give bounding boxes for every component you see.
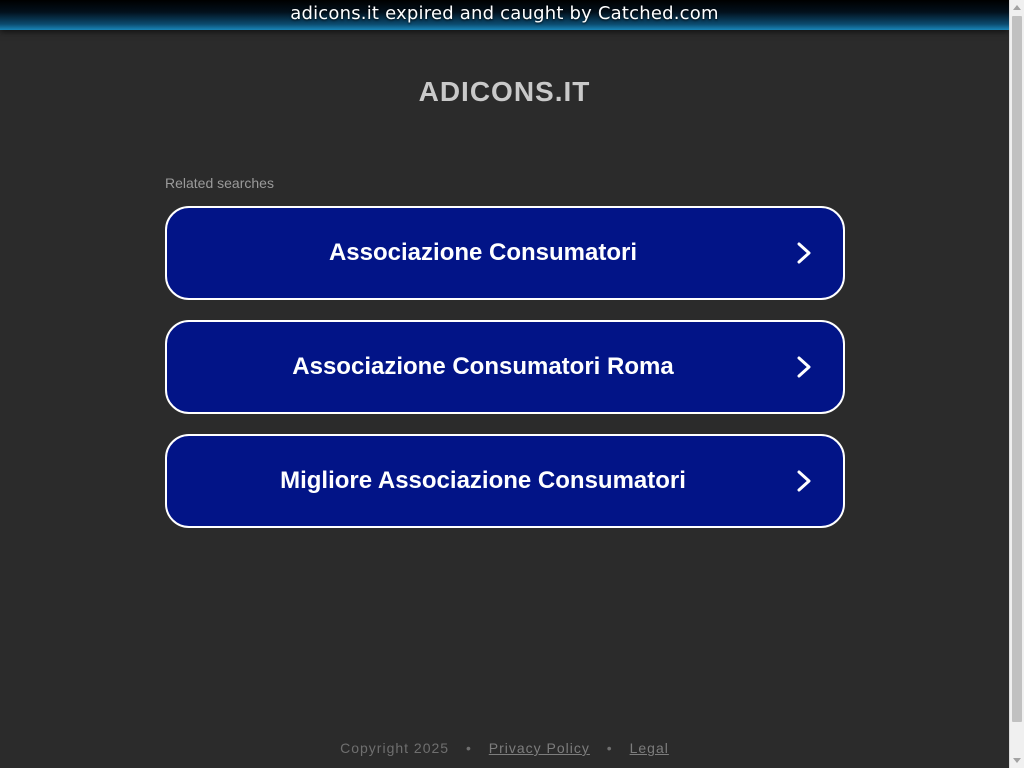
related-searches-label: Related searches <box>165 175 274 191</box>
copyright-text: Copyright 2025 <box>340 740 450 756</box>
related-search-button[interactable] <box>165 434 845 528</box>
scroll-down-icon[interactable] <box>1013 758 1021 763</box>
vertical-scrollbar[interactable] <box>1009 0 1024 768</box>
expired-banner[interactable] <box>0 0 1009 30</box>
related-search-label: Migliore Associazione Consumatori <box>280 467 686 494</box>
footer <box>0 740 1009 756</box>
related-search-label: Associazione Consumatori Roma <box>292 353 674 380</box>
related-search-button[interactable] <box>165 320 845 414</box>
related-searches-list <box>165 206 845 548</box>
banner-text[interactable]: adicons.it expired and caught by Catched.com <box>290 3 719 24</box>
chevron-right-icon <box>793 241 815 265</box>
privacy-policy-link[interactable]: Privacy Policy <box>488 740 590 756</box>
chevron-right-icon <box>793 355 815 379</box>
scroll-up-icon[interactable] <box>1013 5 1021 10</box>
footer-separator: • <box>465 740 472 756</box>
footer-separator: • <box>606 740 613 756</box>
site-title: ADICONS.IT <box>418 76 591 107</box>
related-search-button[interactable] <box>165 206 845 300</box>
legal-link[interactable]: Legal <box>629 740 669 756</box>
related-search-label: Associazione Consumatori <box>328 239 638 266</box>
scrollbar-thumb[interactable] <box>1012 16 1022 722</box>
chevron-right-icon <box>793 469 815 493</box>
